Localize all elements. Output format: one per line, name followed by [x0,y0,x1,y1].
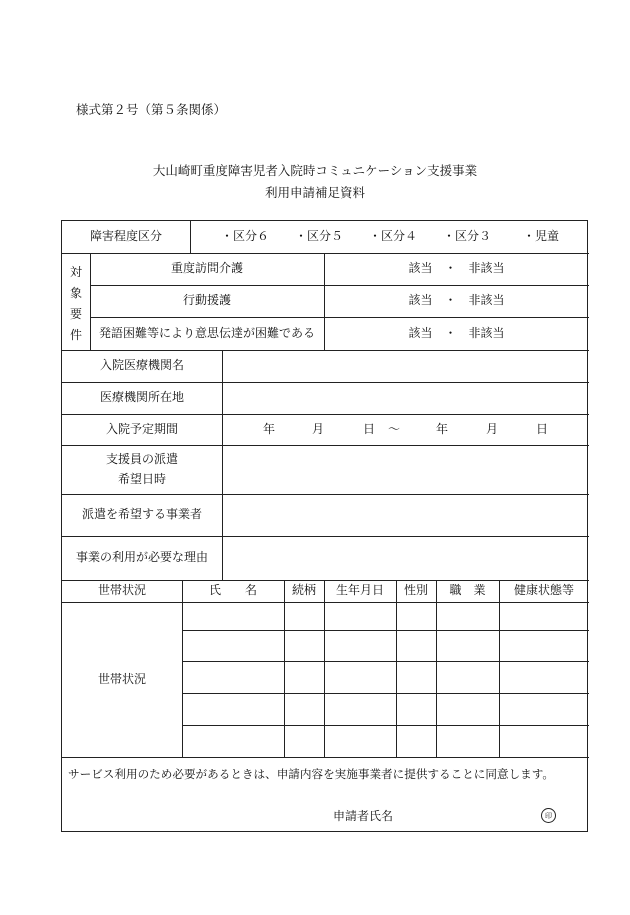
consent-statement: サービス利用のため必要があるときは、申請内容を実施事業者に提供することに同意します。 [68,767,555,781]
table-row[interactable] [182,602,589,630]
disability-option-4[interactable]: ・区分４ [368,229,417,244]
household-header-label: 世帯状況 [97,583,146,598]
period-tilde: ～ [387,421,400,436]
table-row[interactable] [182,725,589,757]
household-col-gender: 性別 [403,583,428,598]
table-row[interactable] [182,661,589,693]
disability-option-3[interactable]: ・区分３ [442,229,491,244]
applicant-name-label: 申請者氏名 [333,809,394,823]
period-start-year[interactable]: 年 [262,421,275,436]
applicant-name-field[interactable] [402,803,532,823]
disability-option-child[interactable]: ・児童 [522,229,559,244]
disability-grade-label: 障害程度区分 [89,229,162,244]
requirement-behavior-support: 行動援護 [182,293,231,308]
period-end-month[interactable]: 月 [485,421,498,436]
requirement-behavior-support-choice[interactable]: 該当 ・ 非該当 [408,293,505,308]
application-form-table [61,220,588,832]
seal-icon: 印 [541,808,556,823]
preferred-provider-label: 派遣を希望する事業者 [81,507,202,522]
household-col-name: 氏 名 [208,583,257,598]
hospital-name-field[interactable] [222,350,589,382]
usage-reason-field[interactable] [222,536,589,580]
table-row[interactable] [182,630,589,661]
dispatch-datetime-label: 支援員の派遣 希望日時 [105,452,178,486]
requirement-severe-visit-care: 重度訪問介護 [170,261,243,276]
period-end-day[interactable]: 日 [535,421,548,436]
period-end-year[interactable]: 年 [435,421,448,436]
requirement-speech-difficulty-choice[interactable]: 該当 ・ 非該当 [408,325,505,340]
requirement-severe-visit-care-choice[interactable]: 該当 ・ 非該当 [408,261,505,276]
requirement-speech-difficulty: 発語困難等により意思伝達が困難である [98,325,315,340]
usage-reason-label: 事業の利用が必要な理由 [75,550,208,565]
admission-period-label: 入院予定期間 [105,421,178,436]
form-title: 大山崎町重度障害児者入院時コミュニケーション支援事業 [152,163,478,178]
table-row[interactable] [182,693,589,725]
hospital-address-field[interactable] [222,382,589,414]
period-start-day[interactable]: 日 [362,421,375,436]
form-subtitle: 利用申請補足資料 [264,185,365,200]
hospital-name-label: 入院医療機関名 [99,358,184,373]
disability-option-6[interactable]: ・区分６ [220,229,269,244]
household-col-relation: 続柄 [291,583,316,598]
hospital-address-label: 医療機関所在地 [99,390,184,405]
disability-option-5[interactable]: ・区分５ [294,229,343,244]
household-col-birthdate: 生年月日 [335,583,384,598]
form-number: 様式第２号（第５条関係） [76,102,227,117]
preferred-provider-field[interactable] [222,494,589,536]
target-requirements-label: 対 象 要 件 [69,265,82,342]
household-col-occupation: 職 業 [449,583,486,598]
dispatch-datetime-field[interactable] [222,445,589,494]
period-start-month[interactable]: 月 [311,421,324,436]
household-body-label: 世帯状況 [97,671,146,686]
household-col-health: 健康状態等 [513,583,574,598]
